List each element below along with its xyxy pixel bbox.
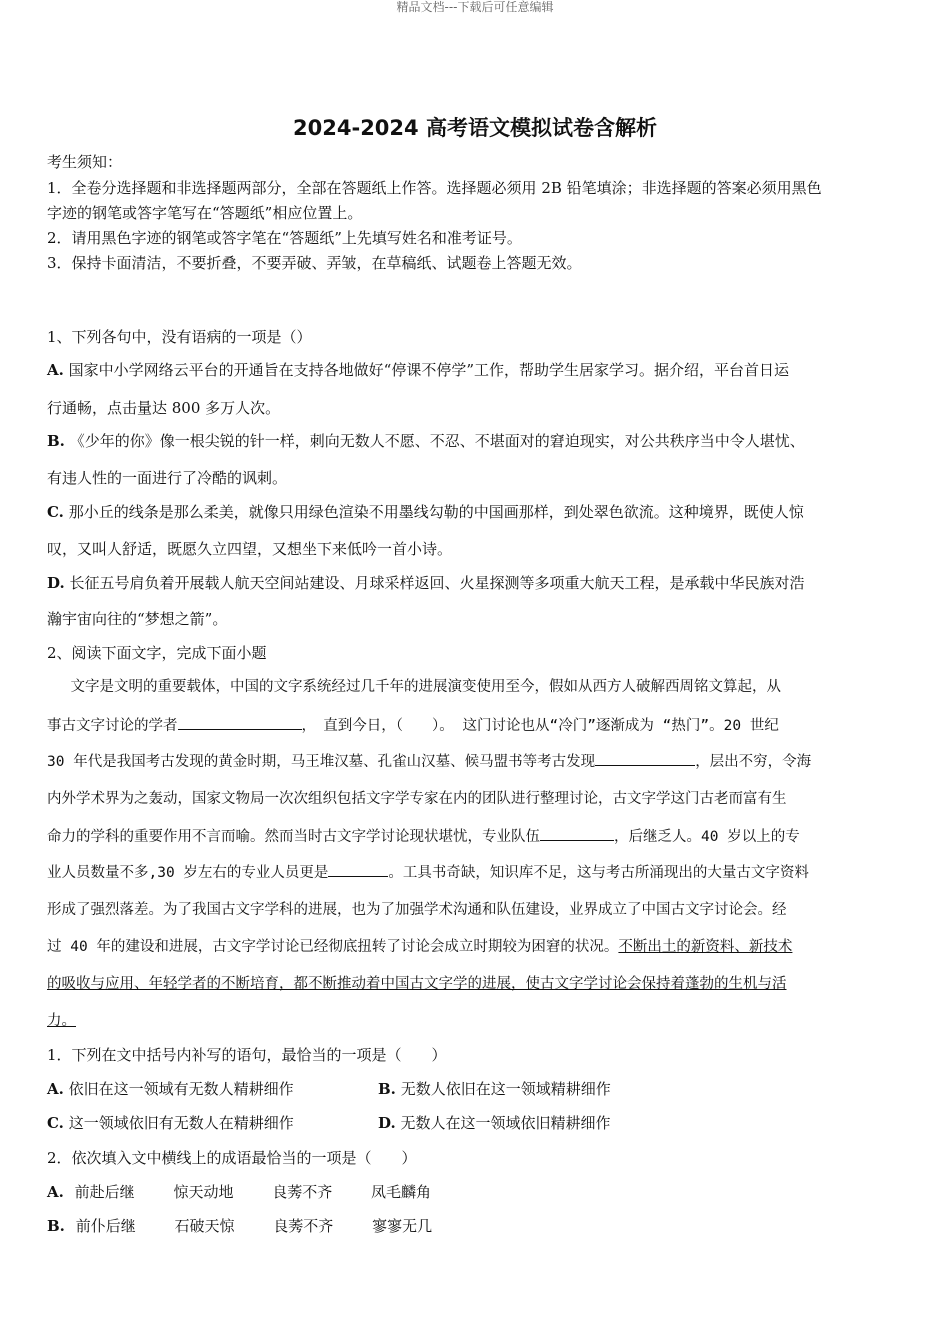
idiom: 前赴后继	[74, 1183, 135, 1201]
idiom: 前仆后继	[75, 1217, 136, 1235]
passage-text: 30 年代是我国考古发现的黄金时期，马王堆汉墓、孔雀山汉墓、候马盟书等考古发现	[47, 754, 596, 770]
idiom: 良莠不齐	[273, 1217, 334, 1235]
passage-text: 过 40 年的建设和进展，古文字学讨论已经彻底扭转了讨论会成立时期较为困窘的状况。	[47, 939, 619, 955]
passage-line: 形成了强烈落差。为了我国古文字学科的进展，也为了加强学术沟通和队伍建设，业界成立了中国古文字讨论会。经	[47, 902, 787, 918]
option-key: D.	[378, 1114, 396, 1132]
passage-line	[47, 751, 811, 772]
subquestion-1-option-row	[378, 1113, 611, 1133]
page-title: 2024-2024 高考语文模拟试卷含解析	[293, 116, 657, 140]
q1-option-c-cont: 叹，又叫人舒适，既愿久立四望，又想坐下来低吟一首小诗。	[47, 540, 453, 558]
option-key: A.	[47, 1080, 64, 1098]
idiom: 寥寥无几	[372, 1217, 433, 1235]
q1-option-b-cont: 有违人性的一面进行了冷酷的讽刺。	[47, 469, 288, 487]
q1-option-d	[47, 573, 805, 593]
passage-line	[47, 826, 800, 847]
option-key: C.	[47, 1114, 64, 1132]
option-text: 无数人依旧在这一领域精耕细作	[400, 1080, 611, 1098]
subquestion-2-option-b	[47, 1216, 432, 1236]
fill-blank	[328, 862, 388, 877]
fill-blank	[178, 715, 302, 730]
fill-blank	[595, 751, 695, 766]
option-key: B.	[47, 432, 65, 450]
option-text: 那小丘的线条是那么柔美，就像只用绿色渲染不用墨线勾勒的中国画那样，到处翠色欲流。这种境界，既使人惊	[68, 503, 804, 521]
option-key: B.	[378, 1080, 396, 1098]
option-text: 长征五号肩负着开展载人航天空间站建设、月球采样返回、火星探测等多项重大航天工程，是承载中华民族对浩	[69, 574, 805, 592]
notice-item: 字迹的钢笔或答字笔写在“答题纸”相应位置上。	[47, 204, 363, 222]
notice-heading: 考生须知：	[47, 153, 123, 171]
question-2-stem: 2、阅读下面文字，完成下面小题	[47, 644, 267, 662]
option-text: 依旧在这一领域有无数人精耕细作	[68, 1080, 294, 1098]
fill-blank	[540, 826, 614, 841]
q1-option-c	[47, 502, 804, 522]
passage-text: 命力的学科的重要作用不言而喻。然而当时古文字学讨论现状堪忧，专业队伍	[47, 829, 540, 845]
passage-line: 文字是文明的重要载体，中国的文字系统经过几千年的进展演变使用至今，假如从西方人破解西周铭文算起，从	[56, 679, 781, 695]
idiom: 石破天惊	[174, 1217, 235, 1235]
header-note: 精品文档---下载后可任意编辑	[396, 0, 554, 14]
notice-item: 1．全卷分选择题和非选择题两部分，全部在答题纸上作答。选择题必须用 2B 铅笔填涂；非选择题的答案必须用黑色	[47, 179, 822, 197]
idiom: 凤毛麟角	[371, 1183, 432, 1201]
subquestion-1-stem: 1．下列在文中括号内补写的语句，最恰当的一项是（ ）	[47, 1046, 447, 1064]
notice-item: 3．保持卡面清洁，不要折叠，不要弄破、弄皱，在草稿纸、试题卷上答题无效。	[47, 254, 582, 272]
q1-option-b	[47, 431, 805, 451]
q1-option-a-cont: 行通畅，点击量达 800 多万人次。	[47, 399, 281, 417]
q1-option-a	[47, 360, 789, 380]
passage-text: ，后继乏人。40 岁以上的专	[614, 829, 800, 845]
option-key: C.	[47, 503, 64, 521]
notice-item: 2．请用黑色字迹的钢笔或答字笔在“答题纸”上先填写姓名和准考证号。	[47, 229, 522, 247]
idiom: 良莠不齐	[272, 1183, 333, 1201]
passage-underlined-line: 的吸收与应用、年轻学者的不断培育，都不断推动着中国古文字学的进展，使古文字学讨论会保持着蓬勃的生机与活	[47, 976, 787, 992]
option-key: D.	[47, 574, 65, 592]
option-text: 国家中小学网络云平台的开通旨在支持各地做好“停课不停学”工作，帮助学生居家学习。据介绍，平台首日运	[68, 361, 789, 379]
passage-underlined-text: 不断出土的新资料、新技术	[618, 939, 793, 955]
passage-line	[47, 937, 792, 957]
option-text: 《少年的你》像一根尖锐的针一样，刺向无数人不愿、不忍、不堪面对的窘迫现实，对公共秩序当中令人堪忧、	[69, 432, 805, 450]
option-text: 这一领域依旧有无数人在精耕细作	[68, 1114, 294, 1132]
passage-line: 内外学术界为之轰动，国家文物局一次次组织包括文字学专家在内的团队进行整理讨论，古文字学这门古老而富有生	[47, 791, 787, 807]
passage-text: 。工具书奇缺，知识库不足，这与考古所涌现出的大量古文字资料	[388, 865, 809, 881]
passage-underlined-line: 力。	[47, 1013, 76, 1029]
idiom: 惊天动地	[173, 1183, 234, 1201]
option-key: B.	[47, 1217, 65, 1235]
passage-text: ， 直到今日，（ ）。 这门讨论也从“冷门”逐渐成为 “热门”。20 世纪	[301, 718, 779, 734]
subquestion-2-option-a	[47, 1182, 431, 1202]
passage-text: ，层出不穷，令海	[695, 754, 812, 770]
q1-option-d-cont: 瀚宇宙向往的“梦想之箭”。	[47, 610, 228, 628]
subquestion-2-stem: 2．依次填入文中横线上的成语最恰当的一项是（ ）	[47, 1149, 417, 1167]
option-text: 无数人在这一领域依旧精耕细作	[400, 1114, 611, 1132]
option-key: A.	[47, 361, 64, 379]
option-key: A.	[47, 1183, 64, 1201]
subquestion-1-option-row	[47, 1113, 294, 1133]
passage-text: 业人员数量不多,30 岁左右的专业人员更是	[47, 865, 329, 881]
question-1-stem: 1、下列各句中，没有语病的一项是（）	[47, 328, 312, 346]
passage-line	[47, 862, 809, 883]
subquestion-1-option-row	[378, 1079, 611, 1099]
subquestion-1-option-row	[47, 1079, 294, 1099]
passage-text: 事古文字讨论的学者	[47, 718, 178, 734]
passage-line	[47, 715, 779, 736]
